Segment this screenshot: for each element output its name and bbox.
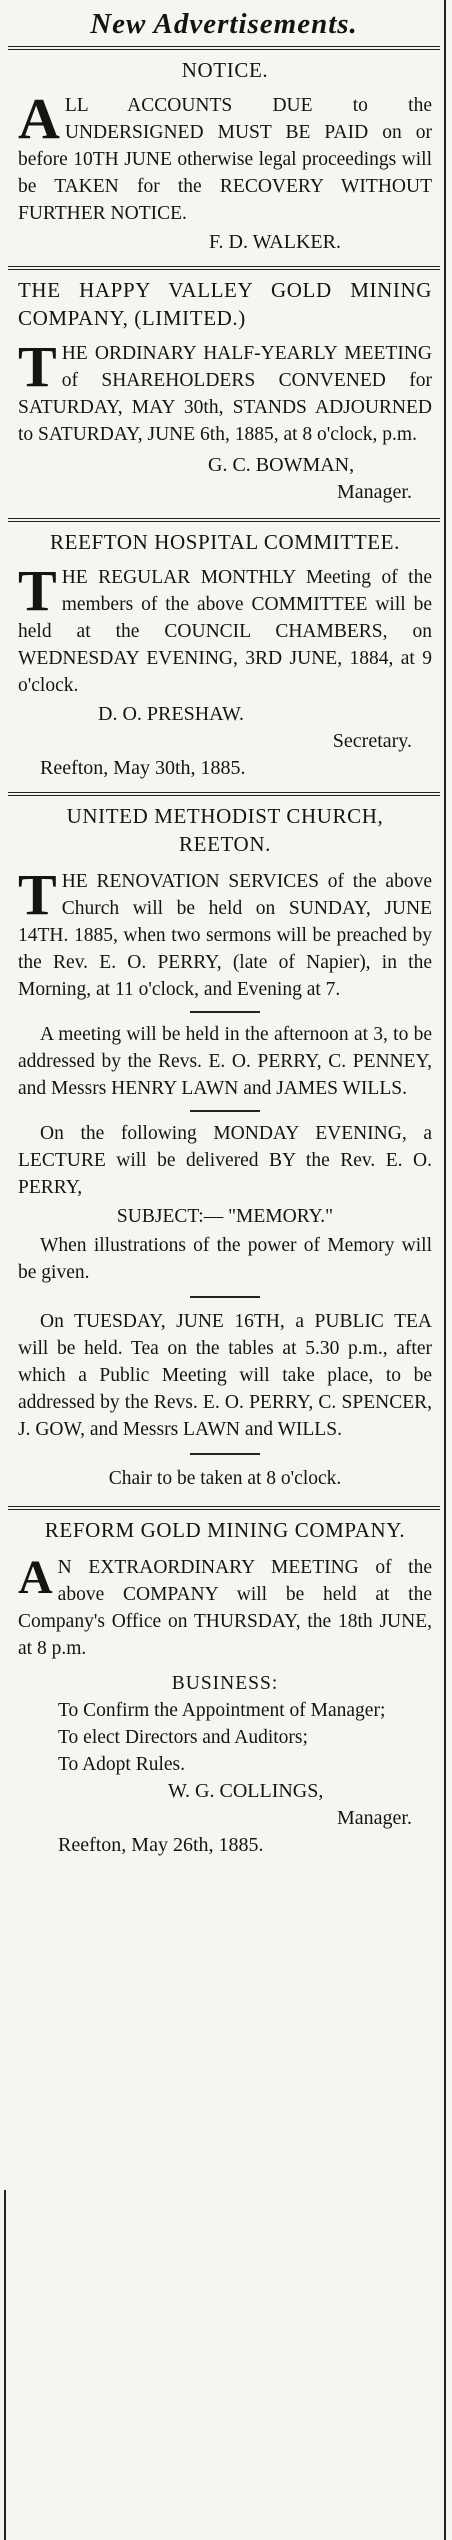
ad-paragraph: When illustrations of the power of Memory will be given. [18, 1235, 432, 1283]
ad-notice [4, 50, 444, 256]
business-item: To Confirm the Appointment of Manager; [58, 1700, 386, 1721]
signature-title: Manager. [337, 481, 412, 503]
ad-title: REEFTON HOSPITAL COMMITTEE. [50, 530, 400, 554]
chair-note: Chair to be taken at 8 o'clock. [108, 1468, 342, 1489]
ad-body [18, 558, 432, 699]
ad-happy-valley [4, 270, 444, 506]
drop-cap: A [18, 1551, 53, 1604]
ad-title: REFORM GOLD MINING COMPANY. [44, 1518, 406, 1542]
business-label: BUSINESS: [171, 1673, 279, 1694]
drop-cap: T [18, 862, 57, 927]
ad-title: THE HAPPY VALLEY GOLD MINING COMPANY, (LIMITED.) [18, 278, 432, 330]
short-divider [190, 1296, 260, 1298]
ad-body [18, 86, 432, 227]
ad-body-text: HE ORDINARY HALF-YEARLY MEETING of SHAREHOLDERS CONVENED for SATURDAY, MAY 30th, STANDS ADJOURNED to SATURDAY, JUNE 6th, 1885, at 8 o'clock, p.m. [18, 343, 432, 445]
ad-body [18, 1551, 432, 1662]
ad-reform-gold-mining [4, 1510, 444, 1859]
drop-cap: T [18, 558, 57, 623]
dateline: Reefton, May 30th, 1885. [40, 757, 246, 779]
short-divider [190, 1110, 260, 1112]
ad-title: UNITED METHODIST CHURCH, REETON. [66, 804, 384, 856]
drop-cap: A [18, 86, 60, 151]
business-item: To Adopt Rules. [58, 1754, 186, 1775]
signature-title: Secretary. [332, 730, 412, 752]
ad-paragraph: On the following MONDAY EVENING, a LECTURE will be delivered BY the Rev. E. O. PERRY, [18, 1123, 432, 1198]
ad-body-text: N EXTRAORDINARY MEETING of the above COMPANY will be held at the Company's Office on THURSDAY, the 18th JUNE, at 8 p.m. [18, 1557, 432, 1659]
lecture-subject: SUBJECT:— "MEMORY." [116, 1206, 334, 1227]
signature-title: Manager. [337, 1807, 412, 1829]
ad-body [18, 862, 432, 1003]
dateline: Reefton, May 26th, 1885. [58, 1834, 264, 1856]
drop-cap: T [18, 334, 57, 399]
ad-body-text: HE RENOVATION SERVICES of the above Church will be held on SUNDAY, JUNE 14TH. 1885, when two sermons will be preached by the Rev. E. O. PERRY, (late of Napier), in the Morning, at 11 o'clock, and Evening at 7. [18, 871, 432, 1000]
ad-body-text: HE REGULAR MONTHLY Meeting of the members of the above COMMITTEE will be held at the COUNCIL CHAMBERS, on WEDNESDAY EVENING, 3RD JUNE, 1884, at 9 o'clock. [18, 567, 432, 696]
signature: G. C. BOWMAN, [208, 454, 355, 476]
signature: D. O. PRESHAW. [98, 703, 245, 725]
ad-body [18, 334, 432, 448]
signature: F. D. WALKER. [209, 231, 341, 253]
short-divider [190, 1011, 260, 1013]
ad-paragraph: On TUESDAY, JUNE 16TH, a PUBLIC TEA will be held. Tea on the tables at 5.30 p.m., after which a Public Meeting will take place, to be addressed by the Revs. E. O. PERRY, C. SPENCER, J. GOW, and Messrs LAWN and WILLS. [18, 1311, 432, 1440]
masthead: New Advertisements. [90, 8, 358, 40]
business-item: To elect Directors and Auditors; [58, 1727, 308, 1748]
column-rule [4, 2190, 6, 2540]
ad-hospital-committee [4, 522, 444, 782]
short-divider [190, 1453, 260, 1455]
ad-methodist-church [4, 796, 444, 1492]
advertisement-column [4, 0, 446, 2540]
signature: W. G. COLLINGS, [168, 1780, 324, 1802]
ad-title: NOTICE. [181, 58, 269, 82]
ad-paragraph: A meeting will be held in the afternoon at 3, to be addressed by the Revs. E. O. PERRY, C. PENNEY, and Messrs HENRY LAWN and JAMES WILLS. [18, 1024, 432, 1099]
ad-body-text: LL ACCOUNTS DUE to the UNDERSIGNED MUST BE PAID on or before 10TH JUNE otherwise legal proceedings will be TAKEN for the RECOVERY WITHOUT FURTHER NOTICE. [18, 95, 432, 224]
